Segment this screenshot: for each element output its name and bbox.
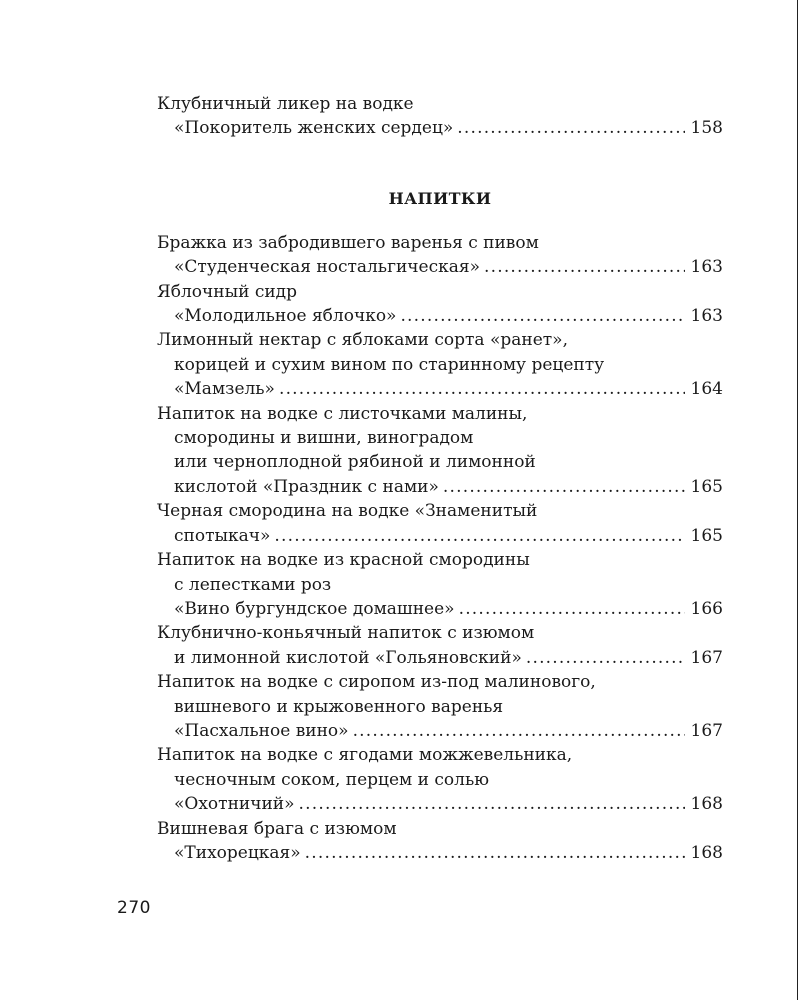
- section-title: НАПИТКИ: [388, 188, 492, 208]
- toc-entry-name: «Студенческая ностальгическая»: [174, 257, 481, 278]
- dot-leader: [459, 597, 685, 621]
- toc-page-number: 166: [690, 598, 723, 619]
- toc-page-number: 163: [690, 306, 723, 327]
- toc-entry: [157, 548, 723, 621]
- toc-entry: [157, 231, 723, 280]
- toc-entry-title-line: с лепестками роз: [174, 574, 332, 595]
- toc-entry-last-line: [157, 719, 723, 743]
- toc-entry-title-line: Клубничный ликер на водке: [157, 94, 414, 114]
- toc-page-number: 158: [690, 118, 723, 139]
- toc-entry-name: «Тихорецкая»: [174, 842, 301, 863]
- toc-page: [157, 92, 723, 865]
- page-edge-line: [797, 0, 798, 1000]
- toc-entry-last-line: [157, 116, 723, 140]
- toc-page-number: 163: [690, 257, 723, 278]
- toc-entry-last-line: [157, 841, 723, 865]
- toc-entry-title-line: смородины и вишни, виноградом: [174, 428, 474, 449]
- toc-entry-title-line: Напиток на водке с листочками малины,: [157, 403, 528, 424]
- toc-entry-title-line: Напиток на водке с ягодами можжевельника,: [157, 745, 573, 766]
- toc-entry-title-line: Яблочный сидр: [157, 281, 298, 302]
- toc-entry-name: «Мамзель»: [174, 379, 275, 400]
- toc-entry-name: «Молодильное яблочко»: [174, 306, 397, 327]
- toc-entry-pre: [157, 92, 723, 141]
- toc-entry-last-line: [157, 255, 723, 279]
- toc-entry: [157, 402, 723, 500]
- toc-entry-title-line: корицей и сухим вином по старинному рецепту: [174, 354, 605, 375]
- dot-leader: [457, 116, 684, 140]
- toc-entry-last-line: [157, 524, 723, 548]
- toc-entry-last-line: [157, 646, 723, 670]
- toc-entry-title-line: чесночным соком, перцем и солью: [174, 769, 489, 790]
- page-number: 270: [117, 898, 151, 918]
- toc-entry: [157, 280, 723, 329]
- dot-leader: [526, 646, 685, 670]
- toc-entry-title-line: Вишневая брага с изюмом: [157, 818, 397, 839]
- toc-page-number: 167: [690, 720, 723, 741]
- dot-leader: [484, 255, 685, 279]
- toc-entry-title-line: или черноплодной рябиной и лимонной: [174, 452, 536, 473]
- dot-leader: [443, 475, 685, 499]
- toc-page-number: 168: [690, 842, 723, 863]
- dot-leader: [353, 719, 685, 743]
- toc-entry-name: и лимонной кислотой «Гольяновский»: [174, 647, 522, 668]
- toc-page-number: 165: [690, 525, 723, 546]
- toc-entry-name: «Вино бургундское домашнее»: [174, 598, 455, 619]
- toc-entry-name: «Пасхальное вино»: [174, 720, 349, 741]
- toc-entry-name: кислотой «Праздник с нами»: [174, 476, 439, 497]
- dot-leader: [305, 841, 685, 865]
- toc-entry-last-line: [157, 475, 723, 499]
- toc-page-number: 165: [690, 476, 723, 497]
- toc-entry-title-line: Черная смородина на водке «Знаменитый: [157, 501, 538, 522]
- toc-entry: [157, 328, 723, 401]
- toc-entry-last-line: [157, 377, 723, 401]
- dot-leader: [279, 377, 685, 401]
- dot-leader: [299, 792, 685, 816]
- toc-entry: [157, 670, 723, 743]
- toc-entry-last-line: [157, 304, 723, 328]
- toc-entry-list: [157, 231, 723, 866]
- toc-entry-title-line: вишневого и крыжовенного варенья: [174, 696, 504, 717]
- toc-entry-title-line: Клубнично-коньячный напиток с изюмом: [157, 623, 535, 644]
- toc-entry: [157, 817, 723, 866]
- toc-entry: [157, 621, 723, 670]
- toc-entry-title-line: Напиток на водке с сиропом из-под малинового,: [157, 672, 596, 693]
- toc-entry-name: «Охотничий»: [174, 794, 295, 815]
- toc-entry-title-line: Напиток на водке из красной смородины: [157, 550, 530, 571]
- toc-entry-title-line: Лимонный нектар с яблоками сорта «ранет»,: [157, 330, 568, 351]
- toc-page-number: 164: [690, 379, 723, 400]
- toc-page-number: 168: [690, 794, 723, 815]
- toc-entry-title-line: Бражка из забродившего варенья с пивом: [157, 232, 539, 253]
- toc-entry-name: «Покоритель женских сердец»: [174, 118, 454, 139]
- toc-page-number: 167: [690, 647, 723, 668]
- toc-entry-last-line: [157, 597, 723, 621]
- toc-entry: [157, 743, 723, 816]
- toc-entry-name: спотыкач»: [174, 525, 271, 546]
- dot-leader: [274, 524, 684, 548]
- dot-leader: [400, 304, 684, 328]
- toc-entry: [157, 499, 723, 548]
- toc-entry-last-line: [157, 792, 723, 816]
